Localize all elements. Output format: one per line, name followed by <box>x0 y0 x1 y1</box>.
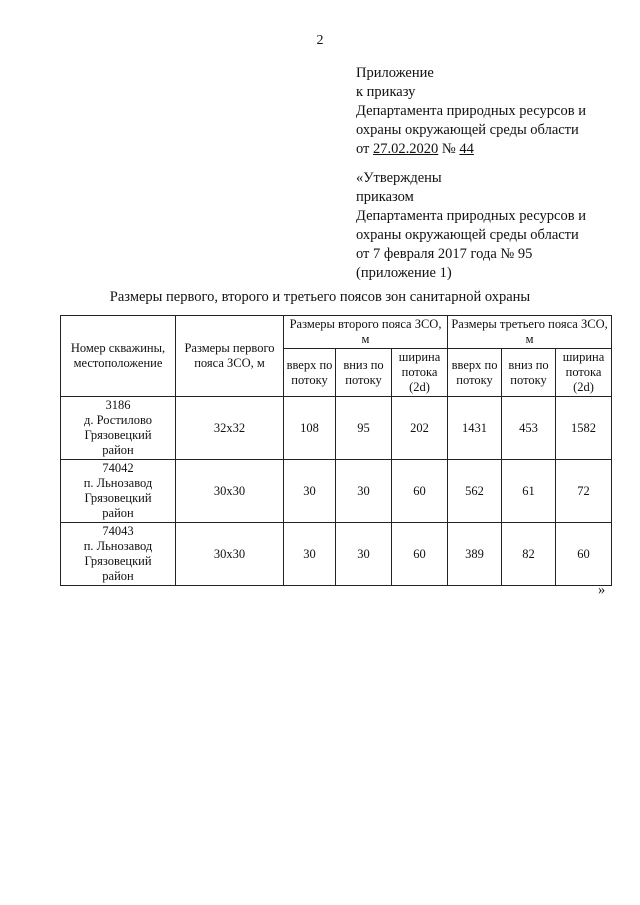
appendix-line: охраны окружающей среды области <box>356 122 579 138</box>
table-row <box>61 397 612 460</box>
appendix-header <box>356 64 586 159</box>
table-title: Размеры первого, второго и третьего поясов зон санитарной охраны <box>109 289 531 305</box>
third-up: 389 <box>448 523 502 586</box>
well-number: 74042 <box>102 461 134 475</box>
well-place: д. Ростилово <box>83 413 153 427</box>
second-width: 60 <box>392 460 448 523</box>
well-district: Грязовецкий <box>84 428 152 442</box>
second-up: 30 <box>284 460 336 523</box>
approved-line: охраны окружающей среды области <box>356 227 579 243</box>
third-width: 1582 <box>556 397 612 460</box>
well-district-suffix: район <box>102 506 134 520</box>
approved-header <box>356 169 586 283</box>
appendix-line: к приказу <box>356 84 416 100</box>
first-zone-size: 30x30 <box>176 523 284 586</box>
second-up: 108 <box>284 397 336 460</box>
appendix-date-line <box>356 140 586 159</box>
approved-line: приказом <box>356 189 414 205</box>
second-up: 30 <box>284 523 336 586</box>
well-number: 74043 <box>102 524 134 538</box>
approved-line: от 7 февраля 2017 года № 95 <box>356 246 533 262</box>
third-up: 562 <box>448 460 502 523</box>
first-zone-size: 30x30 <box>176 460 284 523</box>
first-zone-size: 32x32 <box>176 397 284 460</box>
well-district-suffix: район <box>102 443 134 457</box>
table-row <box>61 523 612 586</box>
second-width: 202 <box>392 397 448 460</box>
closing-quote: » <box>598 582 606 598</box>
header-well: Номер скважины, местоположение <box>61 316 176 397</box>
approved-line: «Утверждены <box>356 170 442 186</box>
well-cell <box>61 523 176 586</box>
well-cell <box>61 397 176 460</box>
third-down: 82 <box>502 523 556 586</box>
well-district: Грязовецкий <box>84 554 152 568</box>
second-width: 60 <box>392 523 448 586</box>
well-place: п. Льнозавод <box>83 476 153 490</box>
header-third-up: вверх по потоку <box>448 349 502 397</box>
second-down: 30 <box>336 460 392 523</box>
third-down: 453 <box>502 397 556 460</box>
order-date: 27.02.2020 <box>373 141 439 157</box>
approved-line: (приложение 1) <box>356 265 452 281</box>
well-cell <box>61 460 176 523</box>
header-second-up: вверх по потоку <box>284 349 336 397</box>
header-third-down: вниз по потоку <box>502 349 556 397</box>
third-up: 1431 <box>448 397 502 460</box>
header-first-zone: Размеры первого пояса ЗСО, м <box>176 316 284 397</box>
second-down: 30 <box>336 523 392 586</box>
zones-table <box>60 315 612 586</box>
well-district: Грязовецкий <box>84 491 152 505</box>
approved-line: Департамента природных ресурсов и <box>356 208 586 224</box>
date-prefix: от <box>356 141 370 157</box>
number-sign: № <box>441 141 456 157</box>
header-third-zone: Размеры третьего пояса ЗСО, м <box>448 316 612 349</box>
well-district-suffix: район <box>102 569 134 583</box>
appendix-line: Департамента природных ресурсов и <box>356 103 586 119</box>
order-number: 44 <box>459 141 474 157</box>
page-number: 2 <box>316 33 324 48</box>
third-down: 61 <box>502 460 556 523</box>
second-down: 95 <box>336 397 392 460</box>
well-place: п. Льнозавод <box>83 539 153 553</box>
third-width: 60 <box>556 523 612 586</box>
third-width: 72 <box>556 460 612 523</box>
appendix-line: Приложение <box>356 65 434 81</box>
header-second-width: ширина потока (2d) <box>392 349 448 397</box>
table-row <box>61 460 612 523</box>
header-third-width: ширина потока (2d) <box>556 349 612 397</box>
header-second-zone: Размеры второго пояса ЗСО, м <box>284 316 448 349</box>
well-number: 3186 <box>105 398 131 412</box>
header-second-down: вниз по потоку <box>336 349 392 397</box>
